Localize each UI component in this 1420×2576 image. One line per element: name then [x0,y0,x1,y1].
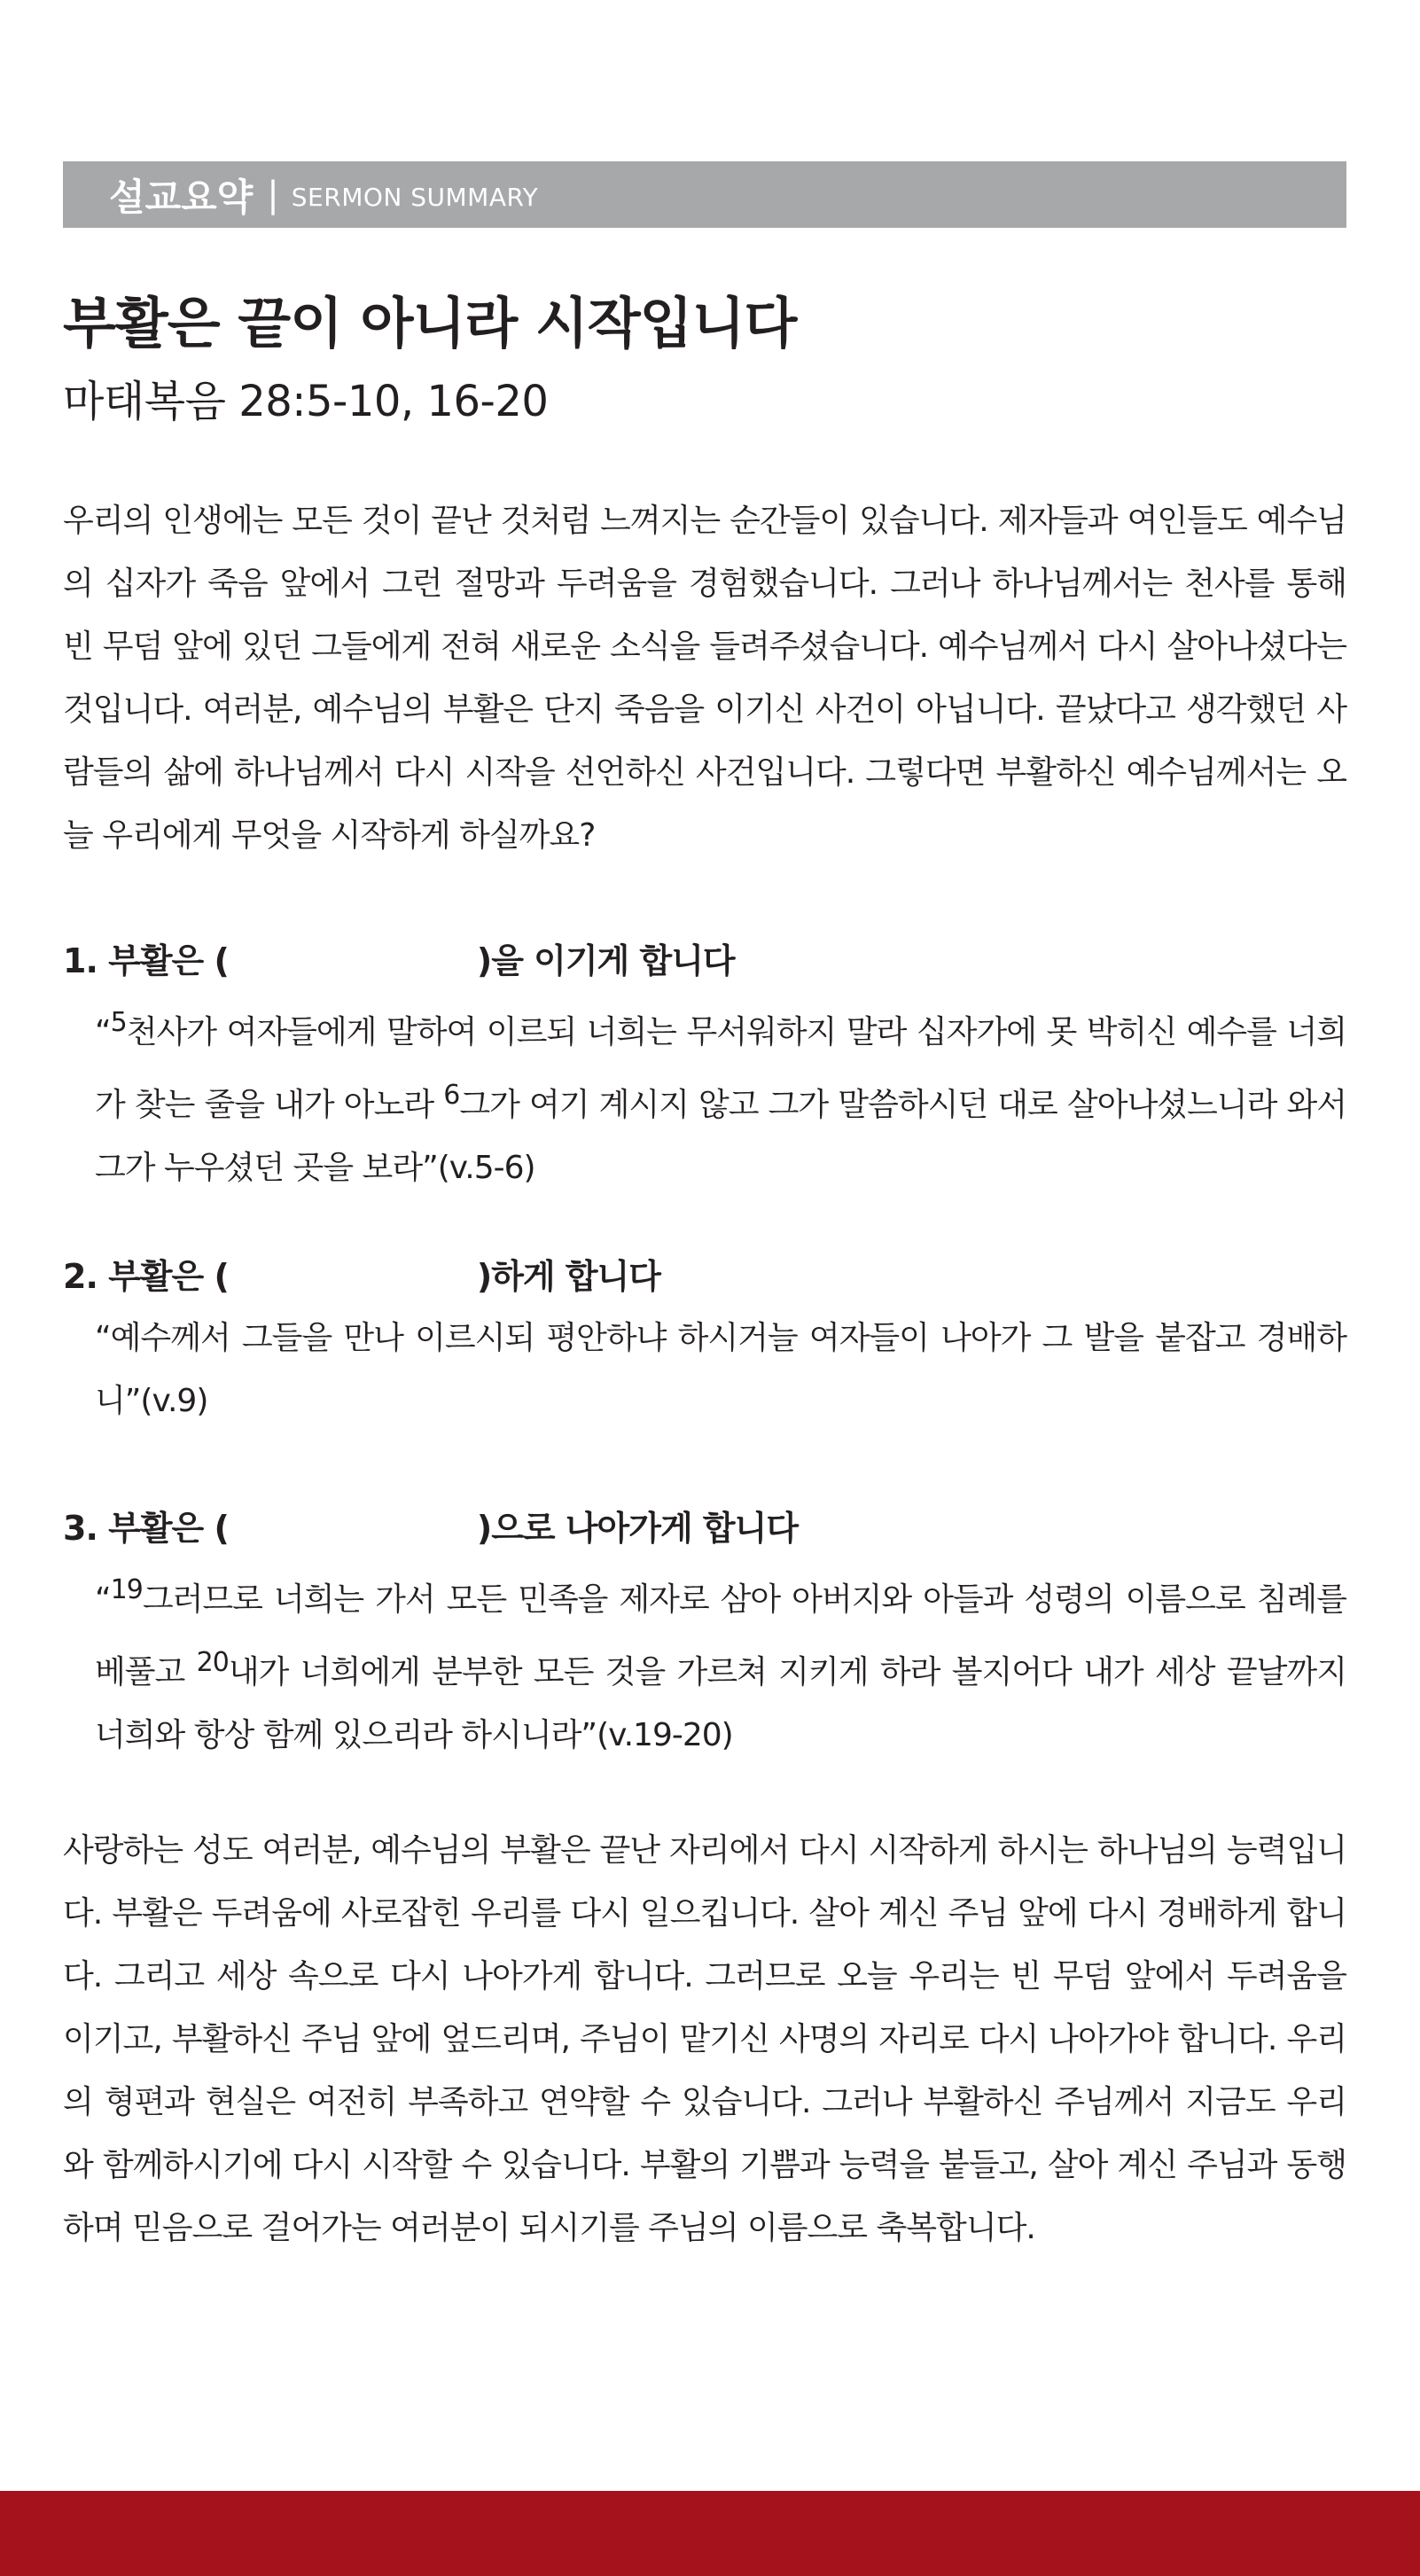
scripture-reference: 마태복음 28:5-10, 16-20 [63,377,549,426]
sermon-point-2 [63,1250,1346,1432]
verse-number: 5 [110,1007,127,1038]
point-heading-suffix: )하게 합니다 [476,1257,660,1296]
point-heading [63,1502,1346,1555]
footer-bar [0,2491,1420,2576]
section-header-bar [63,161,1346,228]
verse-number: 20 [196,1647,229,1678]
quote-text: 그러므로 너희는 가서 모든 민족을 제자로 삼아 아버지와 아들과 성령의 이름으로 침례를 베풀고 [95,1581,1346,1690]
quote-text: “ [95,1581,111,1618]
sermon-point-3 [63,1502,1346,1767]
bible-quote [95,1558,1346,1767]
verse-number: 6 [443,1080,460,1111]
point-heading-prefix: 2. 부활은 ( [63,1257,229,1296]
quote-text: “예수께서 그들을 만나 이르시되 평안하냐 하시거늘 여자들이 나아가 그 발을 붙잡고 경배하니”(v.9) [95,1320,1346,1419]
sermon-point-1 [63,934,1346,1199]
section-header-korean: 설교요약 [109,175,254,219]
quote-text: 천사가 여자들에게 말하여 이르되 너희는 무서워하지 말라 십자가에 못 박히신 예수를 너희가 찾는 줄을 내가 아노라 [95,1014,1346,1123]
intro-paragraph: 우리의 인생에는 모든 것이 끝난 것처럼 느껴지는 순간들이 있습니다. 제자들과 여인들도 예수님의 십자가 죽음 앞에서 그런 절망과 두려움을 경험했습니다. 그러나 하나님께서는 천사를 통해 빈 무덤 앞에 있던 그들에게 전혀 새로운 소식을 들려주셨습니다. 예수님께서 다시 살아나셨다는 것입니다. 여러분, 예수님의 부활은 단지 죽음을 이기신 사건이 아닙니다. 끝났다고 생각했던 사람들의 삶에 하나님께서 다시 시작을 선언하신 사건입니다. 그렇다면 부활하신 예수님께서는 오늘 우리에게 무엇을 시작하게 하실까요? [63,503,1346,854]
point-heading-suffix: )을 이기게 합니다 [476,941,735,980]
bible-quote [95,991,1346,1199]
conclusion-paragraph: 사랑하는 성도 여러분, 예수님의 부활은 끝난 자리에서 다시 시작하게 하시는 하나님의 능력입니다. 부활은 두려움에 사로잡힌 우리를 다시 일으킵니다. 살아 계신 주님 앞에 다시 경배하게 합니다. 그리고 세상 속으로 다시 나아가게 합니다. 그러므로 오늘 우리는 빈 무덤 앞에서 두려움을 이기고, 부활하신 주님 앞에 엎드리며, 주님이 맡기신 사명의 자리로 다시 나아가야 합니다. 우리의 형편과 현실은 여전히 부족하고 연약할 수 있습니다. 그러나 부활하신 주님께서 지금도 우리와 함께하시기에 다시 시작할 수 있습니다. 부활의 기쁨과 능력을 붙들고, 살아 계신 주님과 동행하며 믿음으로 걸어가는 여러분이 되시기를 주님의 이름으로 축복합니다. [63,1832,1346,2246]
quote-text: 내가 너희에게 분부한 모든 것을 가르쳐 지키게 하라 볼지어다 내가 세상 끝날까지 너희와 항상 함께 있으리라 하시니라”(v.19-20) [95,1654,1346,1753]
sermon-title: 부활은 끝이 아니라 시작입니다 [63,291,797,355]
point-heading-prefix: 1. 부활은 ( [63,941,229,980]
point-heading-suffix: )으로 나아가게 합니다 [476,1509,799,1548]
quote-text: “ [95,1014,111,1050]
point-heading [63,1250,1346,1303]
section-header-english: SERMON SUMMARY [291,183,539,212]
section-header-separator: | [267,174,279,215]
quote-text: 그가 여기 계시지 않고 그가 말씀하시던 대로 살아나셨느니라 와서 그가 누우셨던 곳을 보라”(v.5-6) [95,1087,1346,1186]
bible-quote [95,1307,1346,1432]
point-heading [63,934,1346,987]
verse-number: 19 [110,1574,143,1605]
point-heading-prefix: 3. 부활은 ( [63,1509,229,1548]
